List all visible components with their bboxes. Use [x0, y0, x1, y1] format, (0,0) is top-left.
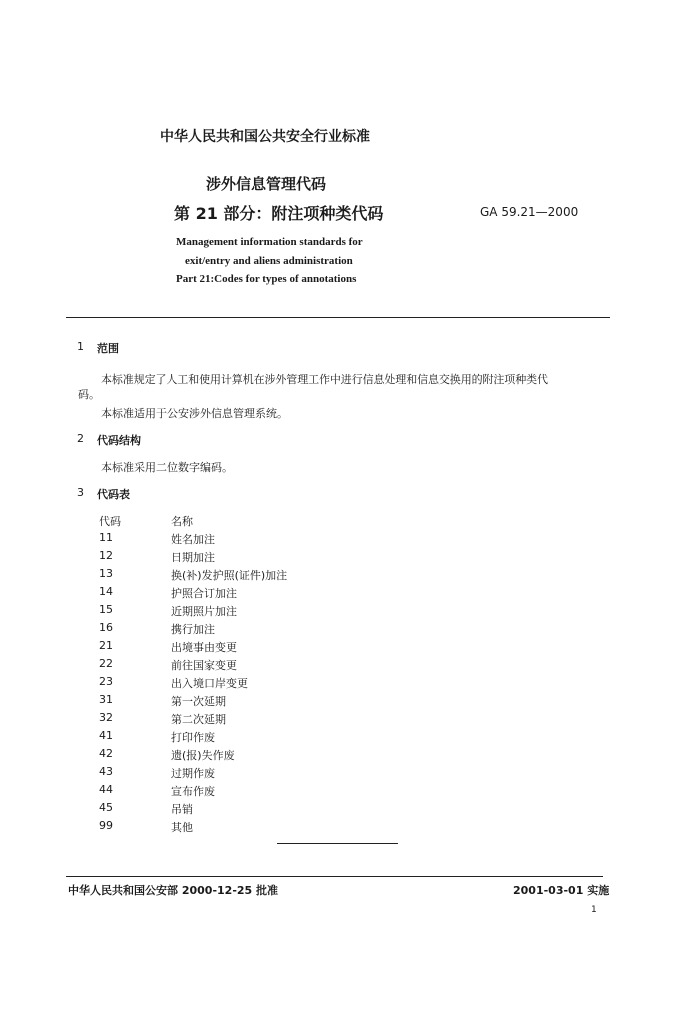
table-row: [0, 657, 673, 675]
code-cell: 42: [99, 747, 113, 760]
code-cell: 45: [99, 801, 113, 814]
name-cell: 其他: [171, 821, 193, 834]
name-cell: 第一次延期: [171, 695, 226, 708]
table-row: [0, 639, 673, 657]
footer-divider: [66, 876, 603, 877]
title-en-line2: exit/entry and aliens administration: [185, 255, 353, 267]
name-cell: 宣布作废: [171, 785, 215, 798]
name-cell: 打印作废: [171, 731, 215, 744]
section-1-number: 1: [77, 340, 84, 353]
name-column-header: 名称: [171, 515, 193, 528]
table-row: [0, 747, 673, 765]
table-row: [0, 801, 673, 819]
table-row: [0, 567, 673, 585]
header-divider: [66, 317, 610, 318]
name-cell: 出境事由变更: [171, 641, 237, 654]
code-cell: 23: [99, 675, 113, 688]
code-cell: 41: [99, 729, 113, 742]
name-cell: 换(补)发护照(证件)加注: [171, 569, 288, 582]
section-1-para1-line2: 码。: [78, 388, 100, 401]
title-en-line3: Part 21:Codes for types of annotations: [176, 273, 357, 285]
table-row: [0, 765, 673, 783]
end-of-content-rule: [277, 843, 398, 844]
name-cell: 遗(报)失作废: [171, 749, 235, 762]
title-cn-line1: 涉外信息管理代码: [206, 175, 327, 193]
name-cell: 护照合订加注: [171, 587, 237, 600]
section-1-para1-line1: 本标准规定了人工和使用计算机在涉外管理工作中进行信息处理和信息交换用的附注项种类代: [101, 373, 548, 386]
table-row: [0, 585, 673, 603]
table-row: [0, 549, 673, 567]
code-cell: 31: [99, 693, 113, 706]
approval-statement: 中华人民共和国公安部 2000-12-25 批准: [68, 884, 279, 897]
section-2-heading: 代码结构: [97, 434, 141, 447]
code-cell: 43: [99, 765, 113, 778]
code-cell: 21: [99, 639, 113, 652]
table-row: [0, 819, 673, 837]
section-3-heading: 代码表: [97, 488, 130, 501]
table-row: [0, 783, 673, 801]
section-1-heading: 范围: [97, 342, 119, 355]
section-3-number: 3: [77, 486, 84, 499]
issuer-title: 中华人民共和国公共安全行业标准: [160, 129, 370, 145]
name-cell: 吊销: [171, 803, 193, 816]
name-cell: 第二次延期: [171, 713, 226, 726]
code-cell: 16: [99, 621, 113, 634]
code-cell: 44: [99, 783, 113, 796]
section-2-number: 2: [77, 432, 84, 445]
code-cell: 14: [99, 585, 113, 598]
table-row: [0, 531, 673, 549]
name-cell: 前往国家变更: [171, 659, 237, 672]
name-cell: 姓名加注: [171, 533, 215, 546]
standard-number: GA 59.21—2000: [480, 205, 579, 219]
code-cell: 12: [99, 549, 113, 562]
code-cell: 32: [99, 711, 113, 724]
code-cell: 13: [99, 567, 113, 580]
page-number: 1: [591, 905, 597, 915]
code-cell: 99: [99, 819, 113, 832]
code-cell: 15: [99, 603, 113, 616]
name-cell: 携行加注: [171, 623, 215, 636]
table-row: [0, 729, 673, 747]
name-cell: 出入境口岸变更: [171, 677, 248, 690]
section-2-para: 本标准采用二位数字编码。: [101, 461, 233, 474]
table-row: [0, 603, 673, 621]
name-cell: 近期照片加注: [171, 605, 237, 618]
section-1-para2: 本标准适用于公安涉外信息管理系统。: [101, 407, 288, 420]
name-cell: 过期作废: [171, 767, 215, 780]
code-table-header: [0, 513, 673, 531]
code-cell: 11: [99, 531, 113, 544]
title-en-line1: Management information standards for: [176, 236, 363, 248]
code-cell: 22: [99, 657, 113, 670]
title-cn-line2: 第 21 部分：附注项种类代码: [174, 204, 384, 223]
code-column-header: 代码: [99, 515, 121, 528]
table-row: [0, 621, 673, 639]
name-cell: 日期加注: [171, 551, 215, 564]
table-row: [0, 693, 673, 711]
table-row: [0, 711, 673, 729]
table-row: [0, 675, 673, 693]
effective-date: 2001-03-01 实施: [513, 884, 610, 897]
